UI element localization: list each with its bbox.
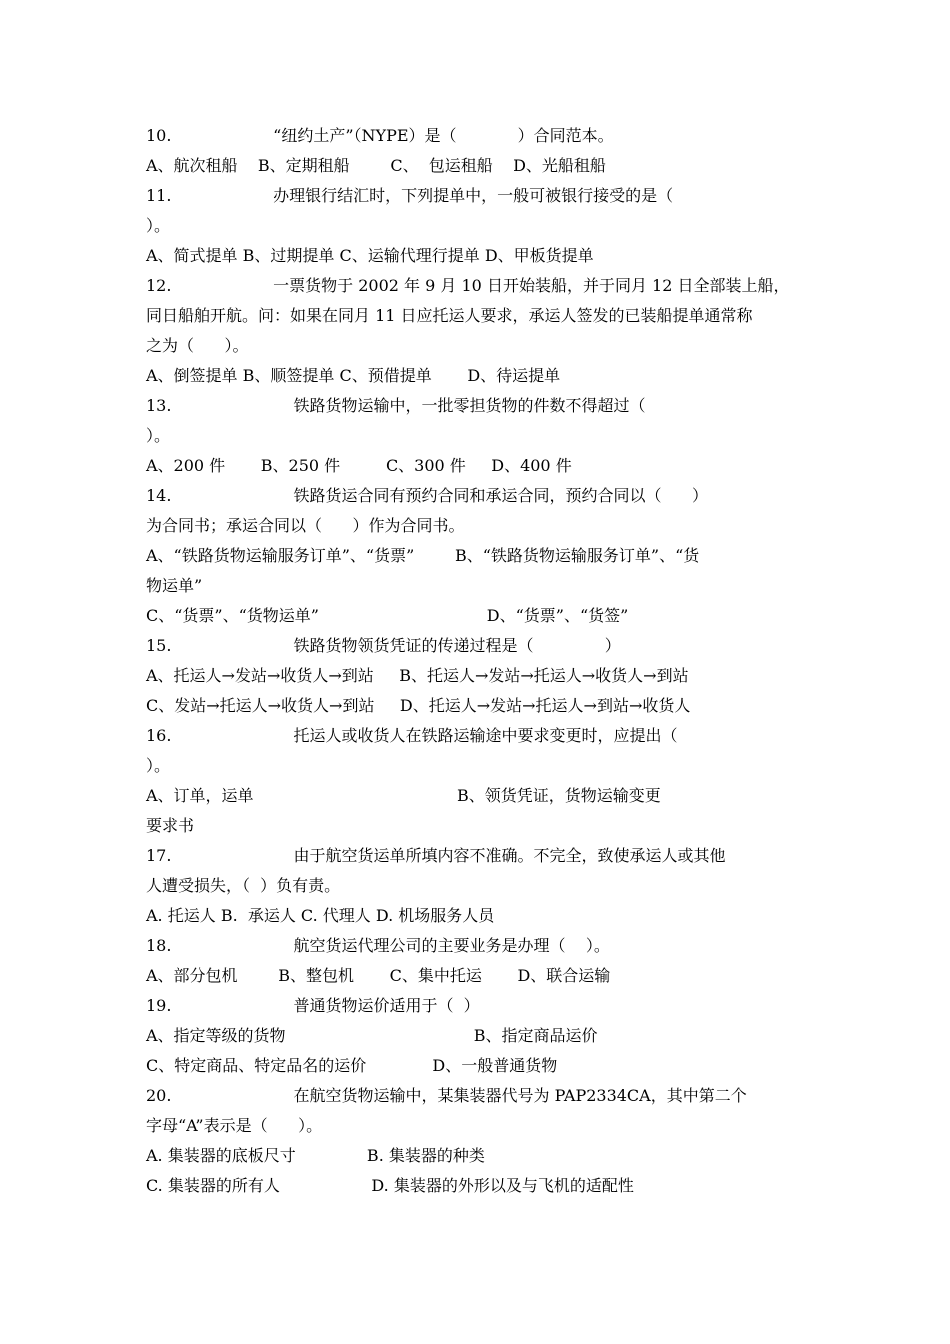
options-18: A、部分包机 B、整包机 C、集中托运 D、联合运输 (146, 966, 611, 985)
question-20: 20. 在航空货物运输中，某集装器代号为 PAP2334CA，其中第二个 (146, 1086, 747, 1105)
question-16: 16. 托运人或收货人在铁路运输途中要求变更时，应提出（ (146, 726, 678, 745)
question-13-cont: ）。 (146, 426, 171, 445)
options-12: A、倒签提单 B、顺签提单 C、预借提单 D、待运提单 (146, 366, 561, 385)
question-11-cont: ）。 (146, 216, 171, 235)
options-16: A、订单，运单 B、领货凭证，货物运输变更 (146, 786, 661, 805)
options-20: A. 集装器的底板尺寸 B. 集装器的种类 (146, 1146, 485, 1165)
question-16-cont: ）。 (146, 756, 171, 775)
options-19-cont: C、特定商品、特定品名的运价 D、一般普通货物 (146, 1056, 558, 1075)
options-19: A、指定等级的货物 B、指定商品运价 (146, 1026, 598, 1045)
question-17-cont: 人遭受损失，（ ）负有责。 (146, 876, 341, 895)
question-15: 15. 铁路货物领货凭证的传递过程是（ ） (146, 636, 621, 655)
question-12-cont: 之为（ ）。 (146, 336, 249, 355)
question-18: 18. 航空货运代理公司的主要业务是办理（ ）。 (146, 936, 610, 955)
options-15-cont: C、发站→托运人→收货人→到站 D、托运人→发站→托运人→到站→收货人 (146, 696, 691, 715)
options-20-cont: C. 集装器的所有人 D. 集装器的外形以及与飞机的适配性 (146, 1176, 634, 1195)
question-11: 11. 办理银行结汇时，下列提单中，一般可被银行接受的是（ (146, 186, 674, 205)
question-19: 19. 普通货物运价适用于（ ） (146, 996, 480, 1015)
options-13: A、200 件 B、250 件 C、300 件 D、400 件 (146, 456, 572, 475)
question-10: 10. “纽约土产”（NYPE）是（ ）合同范本。 (146, 126, 614, 145)
options-10: A、航次租船 B、定期租船 C、 包运租船 D、光船租船 (146, 156, 606, 175)
question-13: 13. 铁路货物运输中，一批零担货物的件数不得超过（ (146, 396, 646, 415)
options-16-cont: 要求书 (146, 816, 195, 835)
options-17: A. 托运人 B. 承运人 C. 代理人 D. 机场服务人员 (146, 906, 495, 925)
question-12: 12. 一票货物于 2002 年 9 月 10 日开始装船，并于同月 12 日全部装上船， (146, 276, 790, 295)
question-14: 14. 铁路货运合同有预约合同和承运合同，预约合同以（ ） (146, 486, 709, 505)
options-15: A、托运人→发站→收货人→到站 B、托运人→发站→托运人→收货人→到站 (146, 666, 689, 685)
options-14-cont: 物运单” (146, 576, 203, 595)
question-20-cont: 字母“A”表示是（ ）。 (146, 1116, 323, 1135)
question-17: 17. 由于航空货运单所填内容不准确。不完全，致使承运人或其他 (146, 846, 726, 865)
options-11: A、简式提单 B、过期提单 C、运输代理行提单 D、甲板货提单 (146, 246, 594, 265)
question-14-cont: 为合同书；承运合同以（ ）作为合同书。 (146, 516, 465, 535)
question-12-cont: 同日船舶开航。问：如果在同月 11 日应托运人要求，承运人签发的已装船提单通常称 (146, 306, 753, 325)
options-14: A、“铁路货物运输服务订单”、“货票” B、“铁路货物运输服务订单”、“货 (146, 546, 700, 565)
options-14-cont: C、“货票”、“货物运单” D、“货票”、“货签” (146, 606, 629, 625)
